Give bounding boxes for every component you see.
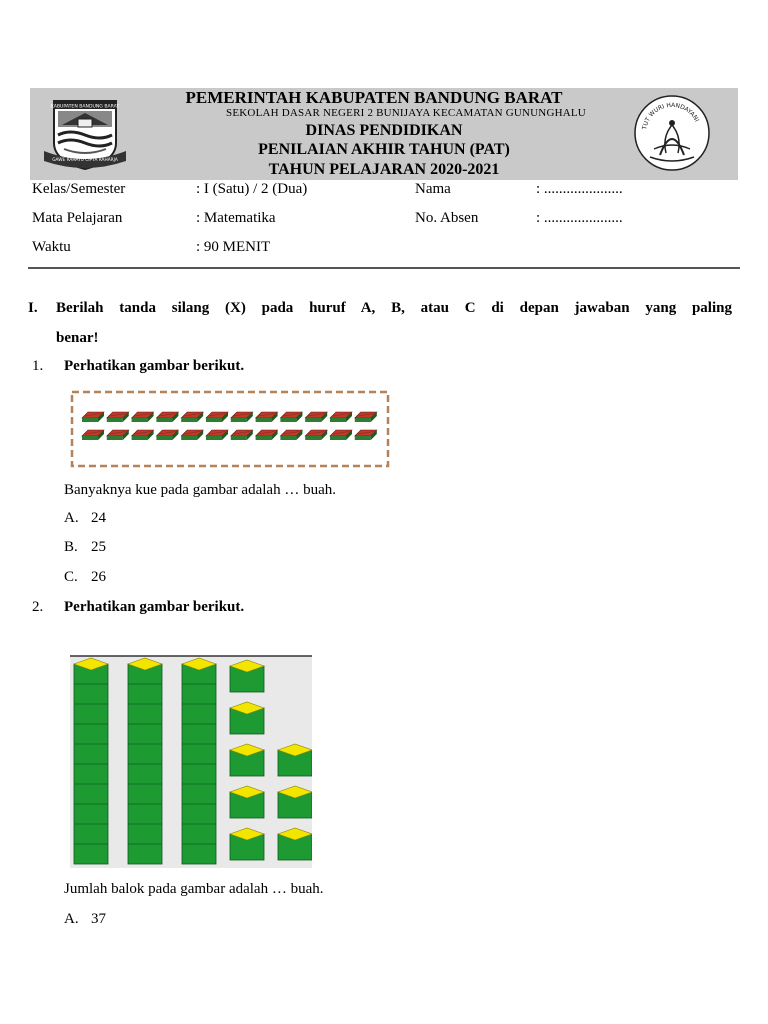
unit-cube <box>230 660 264 692</box>
unit-cube <box>230 828 264 860</box>
header-exam-title: PENILAIAN AKHIR TAHUN (PAT) <box>258 141 510 158</box>
absen-value[interactable]: : ..................... <box>536 210 623 226</box>
q1-option-c-letter[interactable]: C. <box>64 569 78 585</box>
q2-option-a-value[interactable]: 37 <box>91 911 106 927</box>
cake-slice <box>156 430 178 440</box>
section-instruction: Berilah tanda silang (X) pada huruf A, B, atau C di depan jawaban yang paling <box>56 300 732 316</box>
header-government: PEMERINTAH KABUPATEN BANDUNG BARAT <box>185 88 563 107</box>
cake-slice <box>256 412 278 422</box>
cake-slice <box>305 412 327 422</box>
cake-slice <box>156 412 178 422</box>
emblem-right-motto: TUT WURI HANDAYANI <box>641 101 701 131</box>
q2-option-a-letter[interactable]: A. <box>64 911 79 927</box>
cake-slice <box>355 412 377 422</box>
question-2-body: Jumlah balok pada gambar adalah … buah. <box>64 881 324 897</box>
header-school-year: TAHUN PELAJARAN 2020-2021 <box>268 161 500 178</box>
kelas-value: : I (Satu) / 2 (Dua) <box>196 181 308 197</box>
question-1-number: 1. <box>32 358 44 374</box>
section-number: I. <box>28 300 38 316</box>
cake-slice <box>330 412 352 422</box>
question-2-number: 2. <box>32 599 44 615</box>
waktu-label: Waktu <box>32 239 71 255</box>
q1-option-b-letter[interactable]: B. <box>64 539 78 555</box>
question-1-prompt: Perhatikan gambar berikut. <box>64 358 245 374</box>
cake-slice <box>355 430 377 440</box>
cake-slice <box>330 430 352 440</box>
base-ten-blocks-icon <box>70 652 312 868</box>
header-school: SEKOLAH DASAR NEGERI 2 BUNIJAYA KECAMATAN GUNUNGHALU <box>226 107 586 119</box>
cake-slices-icon <box>70 390 390 468</box>
tens-rod <box>182 658 216 864</box>
mapel-label: Mata Pelajaran <box>32 210 123 226</box>
cake-slice <box>280 412 302 422</box>
question-2-prompt: Perhatikan gambar berikut. <box>64 599 245 615</box>
q1-option-b-value[interactable]: 25 <box>91 539 106 555</box>
emblem-motto: GAWE RAHAYU CIPTA RAHARJA <box>52 158 118 163</box>
header-department: DINAS PENDIDIKAN <box>305 122 463 139</box>
waktu-value: : 90 MENIT <box>196 239 271 255</box>
unit-cube <box>278 786 312 818</box>
cake-slice <box>82 430 104 440</box>
cake-slice <box>132 412 154 422</box>
cake-slice <box>107 412 129 422</box>
q1-option-c-value[interactable]: 26 <box>91 569 106 585</box>
kelas-label: Kelas/Semester <box>32 181 126 197</box>
q1-option-a-letter[interactable]: A. <box>64 510 79 526</box>
nama-value[interactable]: : ..................... <box>536 181 623 197</box>
mapel-value: : Matematika <box>196 210 276 226</box>
cake-slice <box>82 412 104 422</box>
unit-cube <box>230 786 264 818</box>
tens-rod <box>74 658 108 864</box>
tens-rod <box>128 658 162 864</box>
unit-cube <box>278 828 312 860</box>
emblem-top-text: KABUPATEN BANDUNG BARAT <box>50 104 120 110</box>
cake-slice <box>132 430 154 440</box>
absen-label: No. Absen <box>415 210 479 226</box>
unit-cube <box>230 744 264 776</box>
unit-cube <box>278 744 312 776</box>
cake-slice <box>305 430 327 440</box>
cake-slice <box>231 412 253 422</box>
cake-slice <box>181 430 203 440</box>
divider <box>28 267 740 269</box>
cake-slice <box>107 430 129 440</box>
nama-label: Nama <box>415 181 451 197</box>
cake-slice <box>206 412 228 422</box>
cake-slice <box>280 430 302 440</box>
cake-slice <box>231 430 253 440</box>
cake-slice <box>256 430 278 440</box>
section-instruction-cont: benar! <box>56 330 99 346</box>
cake-slice <box>206 430 228 440</box>
question-1-body: Banyaknya kue pada gambar adalah … buah. <box>64 482 336 498</box>
unit-cube <box>230 702 264 734</box>
q1-option-a-value[interactable]: 24 <box>91 510 106 526</box>
cake-slice <box>181 412 203 422</box>
